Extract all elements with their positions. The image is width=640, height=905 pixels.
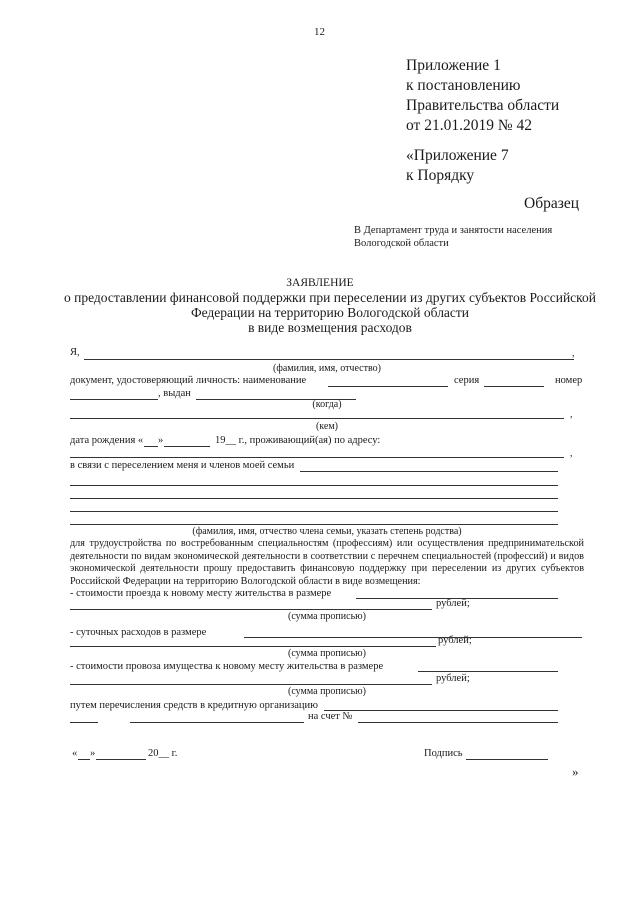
appendix-line-2: к постановлению — [406, 77, 521, 94]
hint-sum-2: (сумма прописью) — [288, 648, 366, 659]
date-day-line — [78, 759, 90, 760]
closing-quote: » — [572, 764, 579, 779]
title-line-1: о предоставлении финансовой поддержки при переселении из других субъектов Российской — [63, 290, 597, 305]
birth-year: 19__ г., проживающий(ая) по адресу: — [215, 435, 381, 446]
family-line-2 — [70, 485, 558, 486]
birth-month-line — [164, 446, 210, 447]
date-open: « — [72, 748, 78, 759]
rubles-3: рублей; — [436, 673, 470, 684]
birth-label: дата рождения « — [70, 435, 144, 446]
hint-family: (фамилия, имя, отчество члена семьи, указать степень родства) — [192, 526, 462, 537]
issued-label: , выдан — [158, 388, 191, 399]
date-mid: » — [90, 748, 96, 759]
bank-line-short — [70, 722, 98, 723]
doc-name-line — [328, 386, 448, 387]
addressee-line-1: В Департамент труда и занятости населения — [354, 225, 553, 236]
item2-line-a — [244, 637, 582, 638]
title-line-2: Федерации на территорию Вологодской области — [190, 305, 470, 320]
appendix-line-1: Приложение 1 — [406, 57, 501, 74]
hint-by-whom: (кем) — [315, 421, 339, 432]
item1-label: - стоимости проезда к новому месту жительства в размере — [70, 588, 332, 599]
family-line-3 — [70, 498, 558, 499]
sample-label: Образец — [524, 195, 580, 212]
account-label: на счет № — [308, 711, 353, 722]
appendix-line-3: Правительства области — [406, 97, 560, 114]
appendix2-line-2: к Порядку — [406, 167, 475, 184]
page-number: 12 — [314, 26, 325, 38]
rubles-1: рублей; — [436, 598, 470, 609]
i-prefix: Я, — [70, 347, 80, 358]
family-line-4 — [70, 511, 558, 512]
appendix2-line-1: «Приложение 7 — [406, 147, 509, 164]
hint-when: (когда) — [312, 399, 342, 410]
item3-line-b — [70, 684, 432, 685]
birth-day-line — [144, 446, 158, 447]
fio-line — [84, 359, 574, 360]
document-page: 12 Приложение 1 к постановлению Правительства области от 21.01.2019 № 42 «Приложение 7 к Порядку Образец В Департамент труда и занятости населения Вологодской области ЗАЯВЛЕНИЕ о предоставлении финансовой поддержки при переселении из других субъектов Российской Федерации на территорию Вологодской области в виде возмещения расходов Я, , (фамилия, имя, отчество) документ, удостоверяющий личность: наименование серия номер , выдан (когда) , (кем) дата рождения « » 19__ г., проживающий(ая) по адресу: , в связи с переселением меня и членов моей семьи (фамилия, имя, отчество члена семьи, указать степень родства) для трудоустройства по востребованным специальностям (профессиям) или осуществления предпринимательской деятельности по видам экономической деятельности в соответствии с перечнем специальностей (профессий) и видов экономической деятельности прошу предоставить финансовую поддержку при переселении из других субъектов Российской Федерации на территорию Вологодской области в виде возмещения: - стоимости проезда к новому месту жительства в размере рублей; (сумма прописью) - суточных расходов в размере рублей; (сумма прописью) - стоимости провоза имущества к новому месту жительства в размере рублей; (сумма прописью) путем перечисления средств в кредитную организацию на счет № « » 20__ г. Подпись » — [0, 0, 640, 905]
transfer-label: путем перечисления средств в кредитную организацию — [70, 700, 319, 711]
item1-line-b — [70, 609, 432, 610]
family-line-1 — [300, 471, 558, 472]
relocation-label: в связи с переселением меня и членов моей семьи — [70, 460, 295, 471]
bank-line — [324, 710, 558, 711]
family-line-5 — [70, 524, 558, 525]
issuer-line — [70, 418, 564, 419]
item2-label: - суточных расходов в размере — [70, 627, 207, 638]
account-line — [358, 722, 558, 723]
series-line — [484, 386, 544, 387]
number-label: номер — [555, 375, 583, 386]
document-heading: ЗАЯВЛЕНИЕ — [286, 277, 354, 289]
birth-mid: » — [158, 435, 164, 446]
item2-line-b — [70, 646, 436, 647]
purpose-paragraph: для трудоустройства по востребованным специальностям (профессиям) или осуществления предпринимательской деятельности по видам экономической деятельности в соответствии с перечнем специальностей (профессий) и видов экономической деятельности прошу предоставить финансовую поддержку при переселении из других субъектов Российской Федерации на территорию Вологодской области в виде возмещения: — [70, 538, 584, 588]
hint-sum-3: (сумма прописью) — [288, 686, 366, 697]
hint-fio: (фамилия, имя, отчество) — [273, 363, 381, 374]
hint-sum-1: (сумма прописью) — [288, 611, 366, 622]
date-year: 20__ г. — [148, 748, 178, 759]
signature-line — [466, 759, 548, 760]
series-label: серия — [454, 375, 480, 386]
rubles-2: рублей; — [438, 635, 472, 646]
bank-line-mid — [130, 722, 304, 723]
signature-label: Подпись — [424, 748, 463, 759]
doc-label: документ, удостоверяющий личность: наименование — [70, 375, 307, 386]
addressee-line-2: Вологодской области — [354, 238, 449, 249]
appendix-line-4: от 21.01.2019 № 42 — [406, 117, 532, 134]
item3-label: - стоимости провоза имущества к новому месту жительства в размере — [70, 661, 384, 672]
address-line — [70, 457, 564, 458]
title-line-3: в виде возмещения расходов — [248, 320, 412, 335]
date-month-line — [96, 759, 146, 760]
item3-line-a — [418, 671, 558, 672]
